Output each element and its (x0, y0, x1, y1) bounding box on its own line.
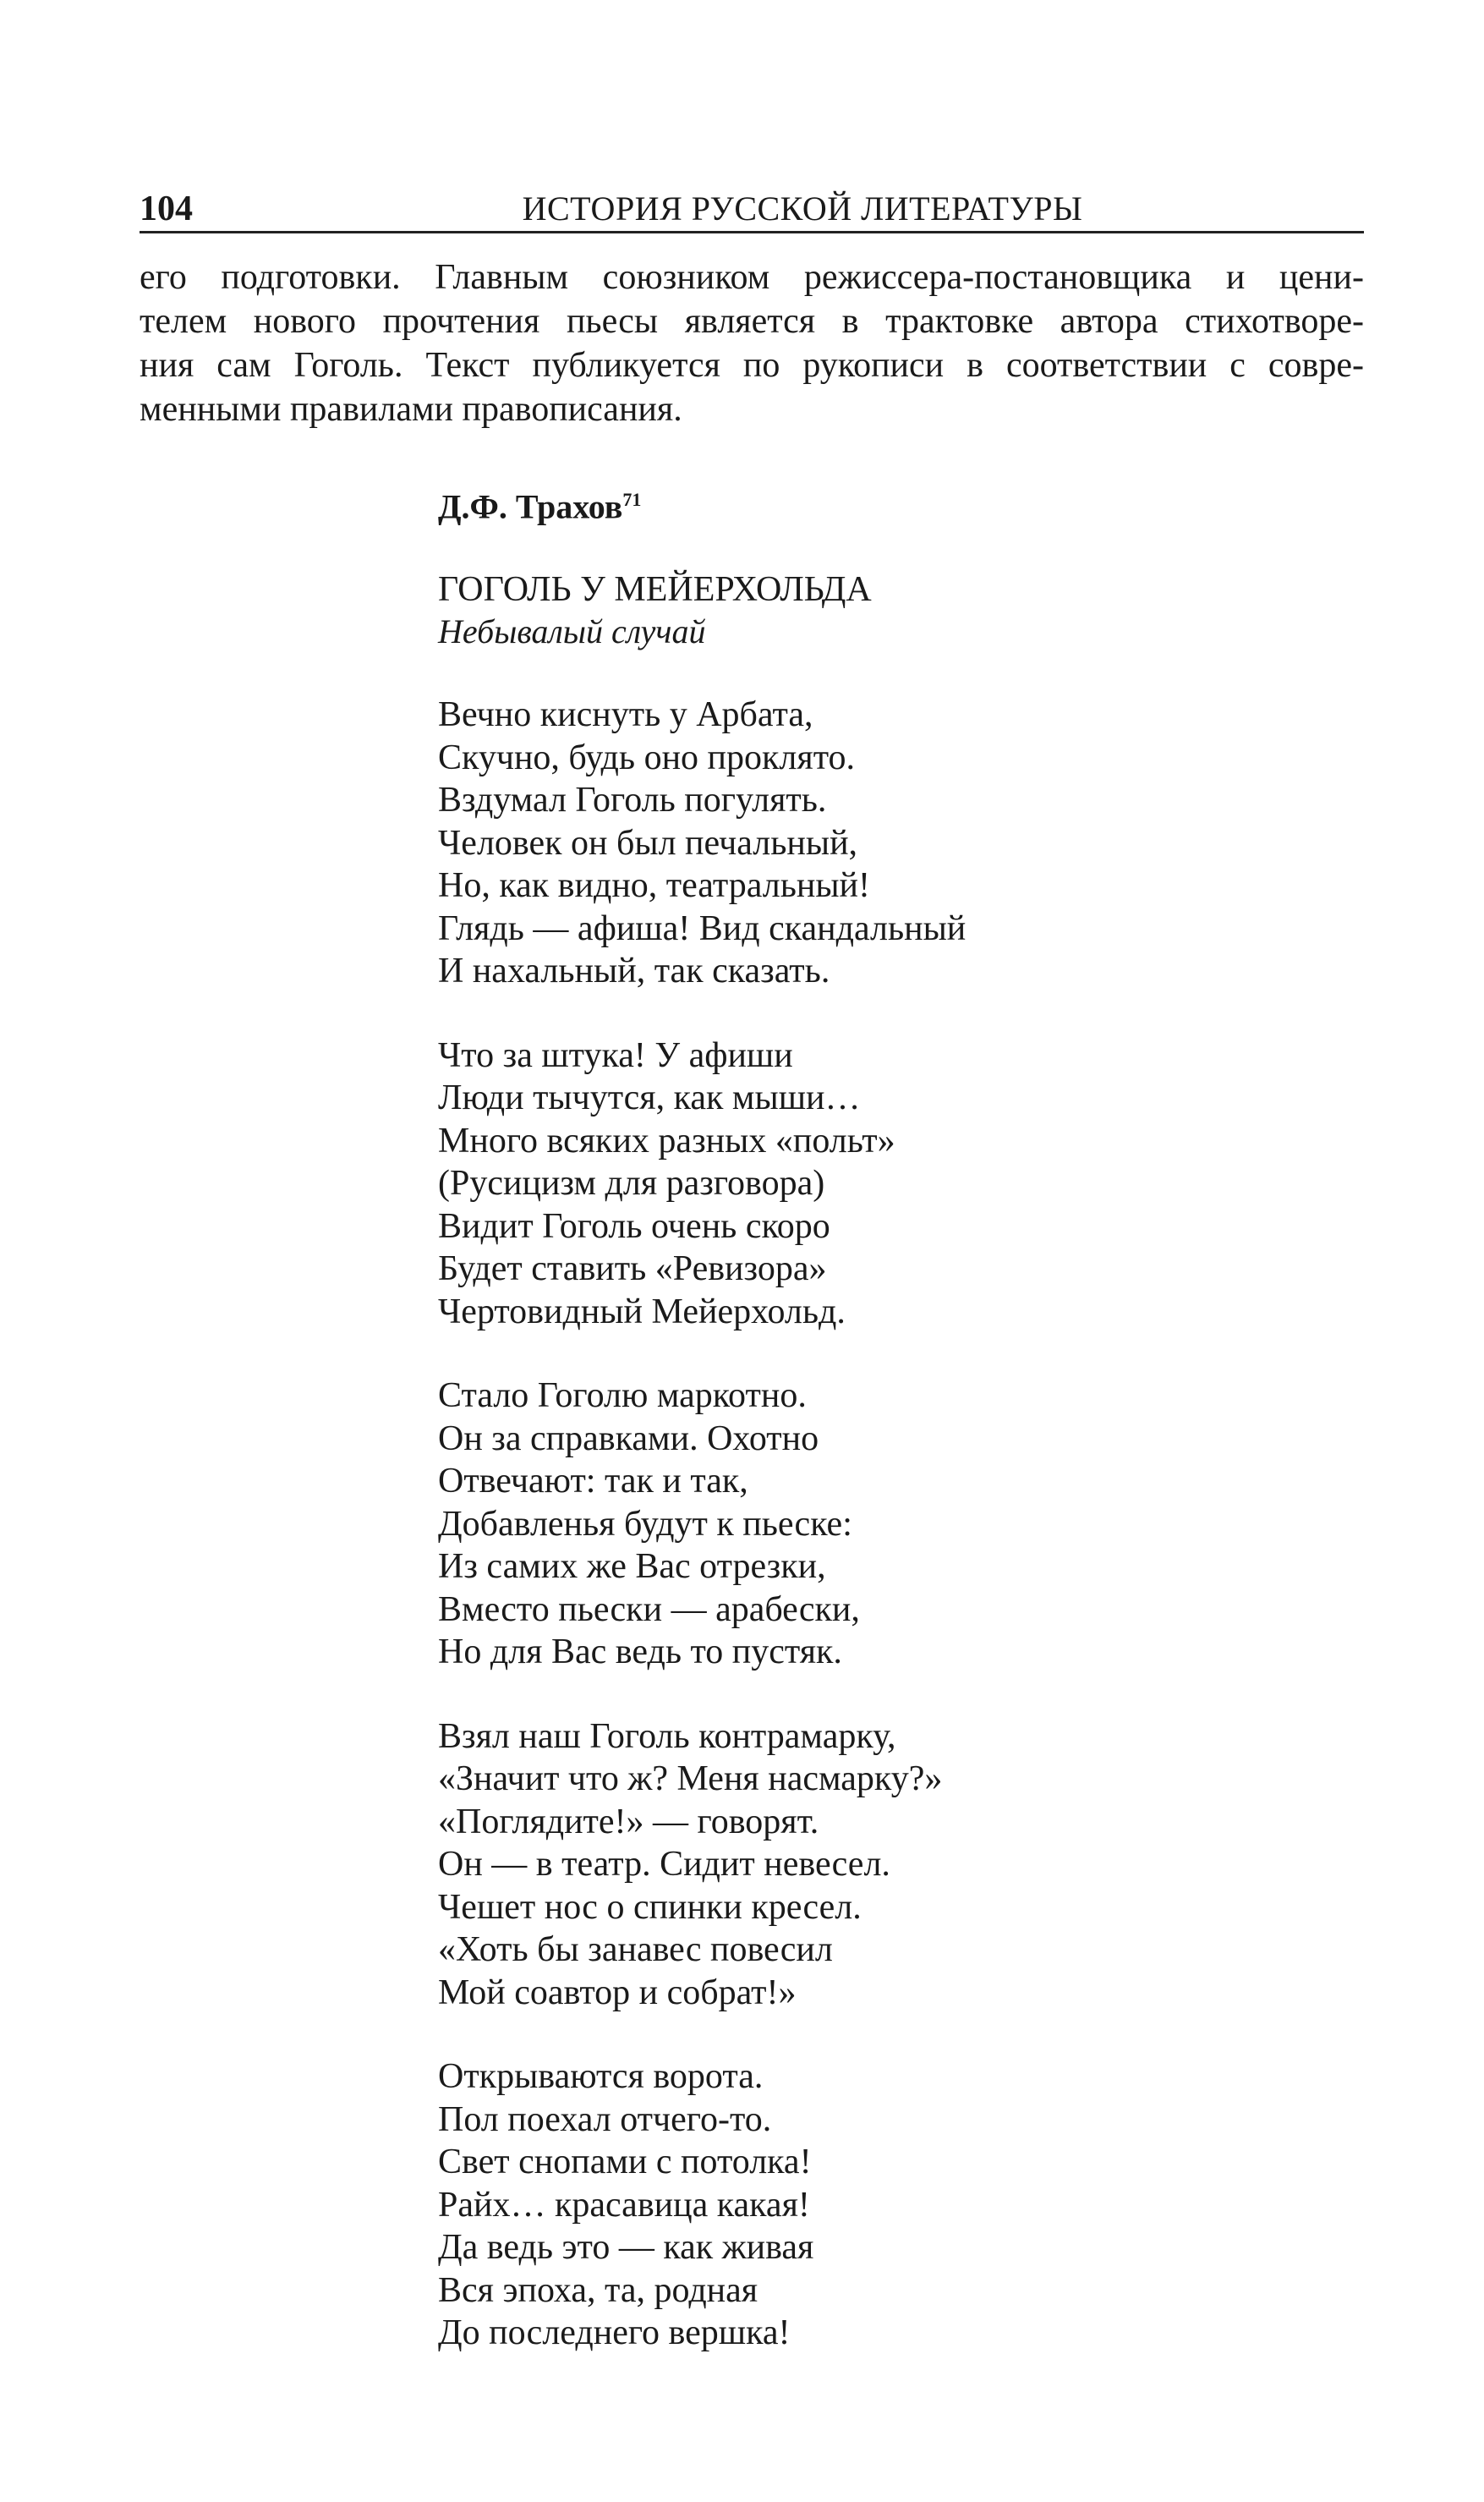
poem-title: ГОГОЛЬ У МЕЙЕРХОЛЬДА (438, 570, 872, 610)
verse-line: Будет ставить «Ревизора» (438, 1249, 827, 1289)
stanza-2 (438, 1034, 1284, 1334)
verse-line: «Значит что ж? Меня насмарку?» (438, 1759, 943, 1799)
intro-line: менными правилами правописания. (140, 390, 682, 429)
verse-line: Чертовидный Мейерхольд. (438, 1292, 846, 1331)
verse-line: Он за справками. Охотно (438, 1418, 819, 1458)
verse-line: Открываются ворота. (438, 2057, 764, 2097)
verse-line: И нахальный, так сказать. (438, 952, 830, 991)
poem-block (438, 479, 1284, 2396)
author-name: Д.Ф. Трахов (438, 487, 623, 526)
verse-line: Человек он был печальный, (438, 823, 858, 863)
poem-subtitle: Небывалый случай (438, 612, 706, 651)
verse-line: Скучно, будь оно проклято. (438, 738, 856, 777)
verse-line: (Русицизм для разговора) (438, 1164, 825, 1204)
verse-line: Добавленья будут к пьеске: (438, 1504, 852, 1544)
verse-line: Вся эпоха, та, родная (438, 2270, 758, 2310)
verse-line: Но, как видно, театральный! (438, 866, 871, 906)
verse-line: Видит Гоголь очень скоро (438, 1206, 830, 1246)
stanza-4 (438, 1715, 1284, 2015)
intro-line: ния сам Гоголь. Текст публикуется по рукописи в соответствии с совре- (140, 346, 1364, 385)
intro-line: его подготовки. Главным союзником режиссера-постановщика и цени- (140, 258, 1364, 297)
verse-line: Вместо пьески — арабески, (438, 1589, 860, 1629)
verse-line: До последнего вершка! (438, 2313, 791, 2353)
verse-line: Что за штука! У афиши (438, 1035, 793, 1075)
verse-line: Глядь — афиша! Вид скандальный (438, 908, 967, 948)
verse-line: Отвечают: так и так, (438, 1462, 748, 1501)
running-title: ИСТОРИЯ РУССКОЙ ЛИТЕРАТУРЫ (522, 189, 1083, 228)
intro-paragraph (140, 255, 1364, 431)
verse-line: Свет снопами с потолка! (438, 2143, 812, 2182)
footnote-ref: 71 (622, 489, 642, 510)
verse-line: Мой соавтор и собрат!» (438, 1973, 797, 2012)
verse-line: Люди тычутся, как мыши… (438, 1078, 861, 1118)
verse-line: Но для Вас ведь то пустяк. (438, 1632, 842, 1672)
verse-line: Чешет нос о спинки кресел. (438, 1887, 862, 1927)
verse-line: Вечно киснуть у Арбата, (438, 695, 813, 735)
verse-line: «Поглядите!» — говорят. (438, 1802, 819, 1841)
page-number: 104 (140, 189, 193, 228)
stanza-1 (438, 694, 1284, 993)
poem-stanzas (438, 694, 1284, 2355)
verse-line: Много всяких разных «польт» (438, 1121, 895, 1160)
verse-line: Да ведь это — как живая (438, 2228, 814, 2268)
header-rule (140, 231, 1364, 233)
stanza-5 (438, 2055, 1284, 2355)
verse-line: Из самих же Вас отрезки, (438, 1547, 826, 1587)
verse-line: Взял наш Гоголь контрамарку, (438, 1716, 896, 1756)
verse-line: Пол поехал отчего-то. (438, 2099, 772, 2139)
running-head (140, 188, 1364, 230)
verse-line: Он — в театр. Сидит невесел. (438, 1845, 890, 1885)
verse-line: Вздумал Гоголь погулять. (438, 781, 827, 820)
intro-line: телем нового прочтения пьесы является в трактовке автора стихотворе- (140, 302, 1364, 341)
stanza-3 (438, 1374, 1284, 1674)
verse-line: «Хоть бы занавес повесил (438, 1930, 833, 1970)
verse-line: Стало Гоголю маркотно. (438, 1376, 807, 1416)
poem-author (438, 479, 1284, 528)
verse-line: Райх… красавица какая! (438, 2185, 810, 2225)
